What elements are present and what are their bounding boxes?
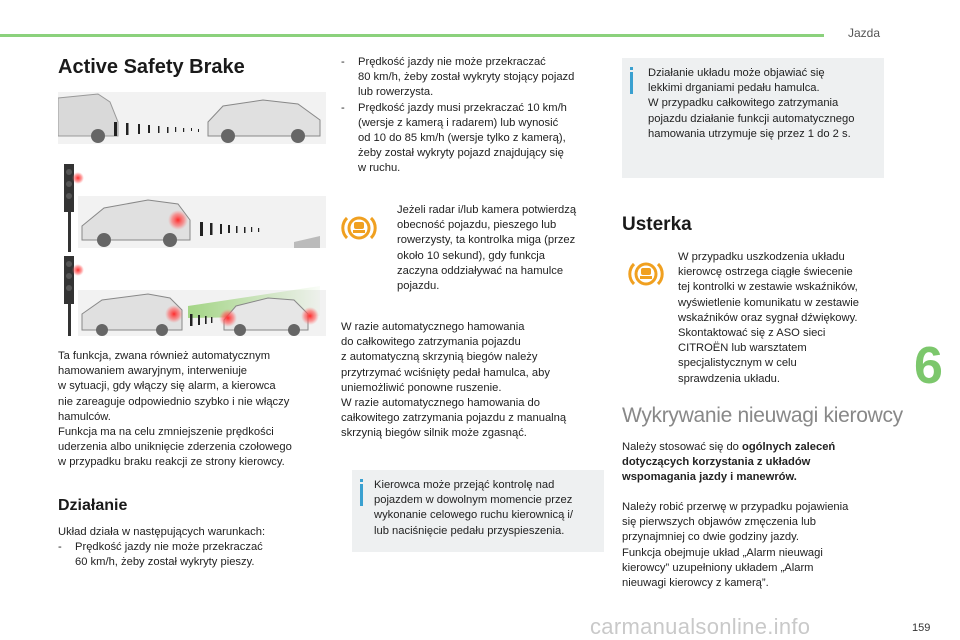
- condition-item: - Prędkość jazdy nie może przekraczać 80 km/h, żeby został wykryty stojący pojazd lub rowerzysta.: [341, 56, 575, 99]
- intro-paragraph: Ta funkcja, zwana również automatycznym hamowaniem awaryjnym, interweniuje w sytuacji, gdy włączy się alarm, a kierowca nie zareaguje odpowiednio szybko i nie włączy hamulców. Funkcja ma na celu zmniejszenie prędkości uderzenia albo uniknięcie zderzenia czołowego w przypadku braku reakcji ze strony kierowcy.: [58, 350, 292, 469]
- collision-warning-light-icon: [628, 256, 664, 292]
- watermark: carmanualsonline.info: [590, 614, 811, 639]
- conditions-list-cont: [341, 55, 609, 177]
- general-recommendations: Należy stosować się do ogólnych zaleceń dotyczących korzystania z układów wspomagania jazdy i manewrów.: [622, 441, 836, 484]
- conditions-list: [58, 525, 328, 571]
- section-name: Jazda: [848, 26, 881, 40]
- panel-2-scene: [78, 196, 326, 248]
- break-paragraph: Należy robić przerwę w przypadku pojawienia się pierwszych objawów zmęczenia lub przynajmniej co dwie godziny jazdy. Funkcja obejmuje układ „Alarm nieuwagi kierowcy” uzupełniony układem „Alarm nieuwagi kierowcy z kamerą”.: [622, 501, 849, 590]
- heading-usterka: Usterka: [622, 214, 692, 235]
- note-takeover-text: Kierowca może przejąć kontrolę nad pojazdem w dowolnym momencie przez wykonanie celowego ruchu kierownicą i/ lub naciśnięcie pedału przyspieszenia.: [374, 479, 573, 537]
- panel-3-scene: [78, 286, 326, 336]
- heading-wykrywanie: Wykrywanie nieuwagi kierowcy: [622, 404, 903, 427]
- auto-brake-paragraph: W razie automatycznego hamowania do całkowitego zatrzymania pojazdu z automatyczną skrzynią biegów należy przytrzymać wciśnięty pedał hamulca, aby uniemożliwić ponowne ruszenie. W razie automatycznego hamowania do całkowitego zatrzymania pojazdu z manualną skrzynią biegów silnik może zgasnąć.: [341, 321, 567, 440]
- collision-warning-light-icon: [341, 210, 377, 246]
- asb-illustration: [58, 92, 326, 336]
- note-vibration-text: Działanie układu może objawiać się lekkimi drganiami pedału hamulca. W przypadku całkowitego zatrzymania pojazdu działanie funkcji automatycznego hamowania utrzymuje się przez 1 do 2 s.: [648, 67, 855, 140]
- heading-dzialanie: Działanie: [58, 497, 128, 514]
- chapter-number: 6: [914, 337, 943, 395]
- conditions-intro: Układ działa w następujących warunkach:: [58, 526, 266, 538]
- page-number: 159: [912, 622, 931, 634]
- info-icon: [360, 484, 363, 506]
- page-title: Active Safety Brake: [58, 56, 245, 78]
- note-box-takeover: [352, 470, 604, 552]
- header-accent-bar: [0, 34, 824, 37]
- warning-text: Jeżeli radar i/lub kamera potwierdzą obecność pojazdu, pieszego lub rowerzysty, ta kontrolka miga (przez około 10 sekund), gdy funkcja zaczyna oddziaływać na hamulce pojazdu.: [397, 204, 577, 293]
- info-icon: [630, 72, 633, 94]
- condition-item: - Prędkość jazdy musi przekraczać 10 km/h (wersje z kamerą i radarem) lub wynosić od 10 do 85 km/h (wersje tylko z kamerą), żeby został wykryty pojazd znajdujący się w ruchu.: [341, 101, 567, 175]
- fault-text: W przypadku uszkodzenia układu kierowcę ostrzega ciągłe świecenie tej kontrolki w zestawie wskaźników, wyświetlenie komunikatu w zestawie wskaźników oraz sygnał dźwiękowy. Skontaktować się z ASO sieci CITROËN lub warsztatem specjalistycznym w celu sprawdzenia układu.: [678, 251, 859, 385]
- note-box-vibration: [622, 58, 884, 178]
- panel-1-scene: [58, 92, 326, 144]
- condition-item: - Prędkość jazdy nie może przekraczać 60 km/h, żeby został wykryty pieszy.: [58, 541, 263, 569]
